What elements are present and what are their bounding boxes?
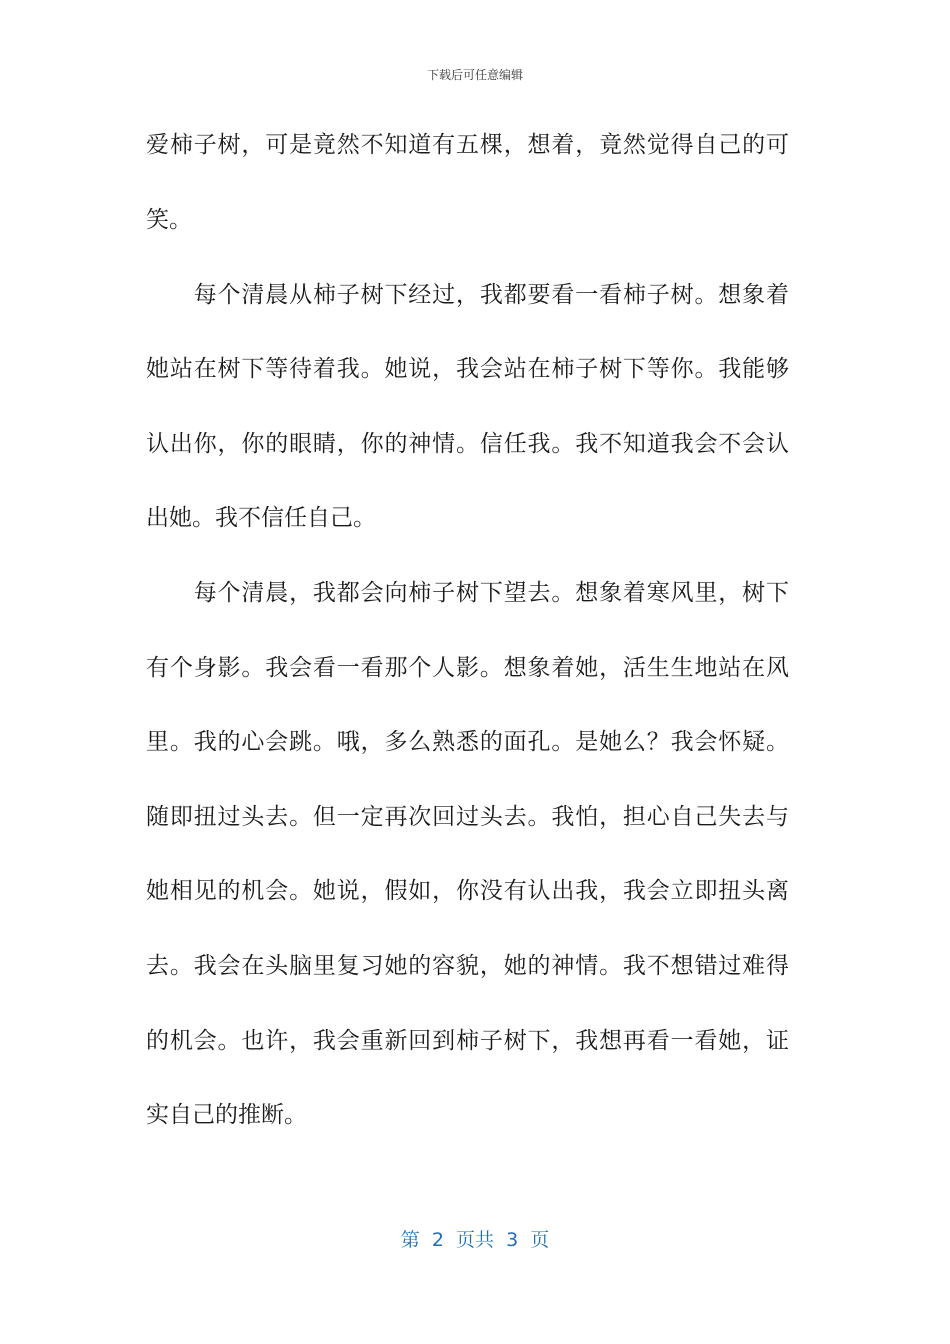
body-text-line: 她站在树下等待着我。她说，我会站在柿子树下等你。我能够: [146, 356, 789, 382]
body-text-line: 随即扭过头去。但一定再次回过头去。我怕，担心自己失去与: [146, 804, 789, 830]
body-text-line: 笑。: [146, 207, 192, 233]
body-text-line: 每个清晨从柿子树下经过，我都要看一看柿子树。想象着: [146, 282, 789, 308]
body-text-line: 实自己的推断。: [146, 1102, 307, 1128]
body-text-line: 每个清晨，我都会向柿子树下望去。想象着寒风里，树下: [146, 580, 789, 606]
body-text-line: 认出你，你的眼睛，你的神情。信任我。我不知道我会不会认: [146, 431, 789, 457]
page-header: 下载后可任意编辑: [426, 68, 523, 82]
body-text-line: 出她。我不信任自己。: [146, 505, 376, 531]
body-text-line: 她相见的机会。她说，假如，你没有认出我，我会立即扭头离: [146, 878, 789, 904]
page-footer-pagination: 第 2 页共 3 页: [400, 1229, 550, 1251]
body-text-line: 的机会。也许，我会重新回到柿子树下，我想再看一看她，证: [146, 1028, 789, 1054]
body-text-line: 里。我的心会跳。哦，多么熟悉的面孔。是她么？我会怀疑。: [146, 729, 789, 755]
body-text-line: 有个身影。我会看一看那个人影。想象着她，活生生地站在风: [146, 655, 789, 681]
body-text-line: 爱柿子树，可是竟然不知道有五棵，想着，竟然觉得自己的可: [146, 132, 789, 158]
body-text-line: 去。我会在头脑里复习她的容貌，她的神情。我不想错过难得: [146, 953, 789, 979]
